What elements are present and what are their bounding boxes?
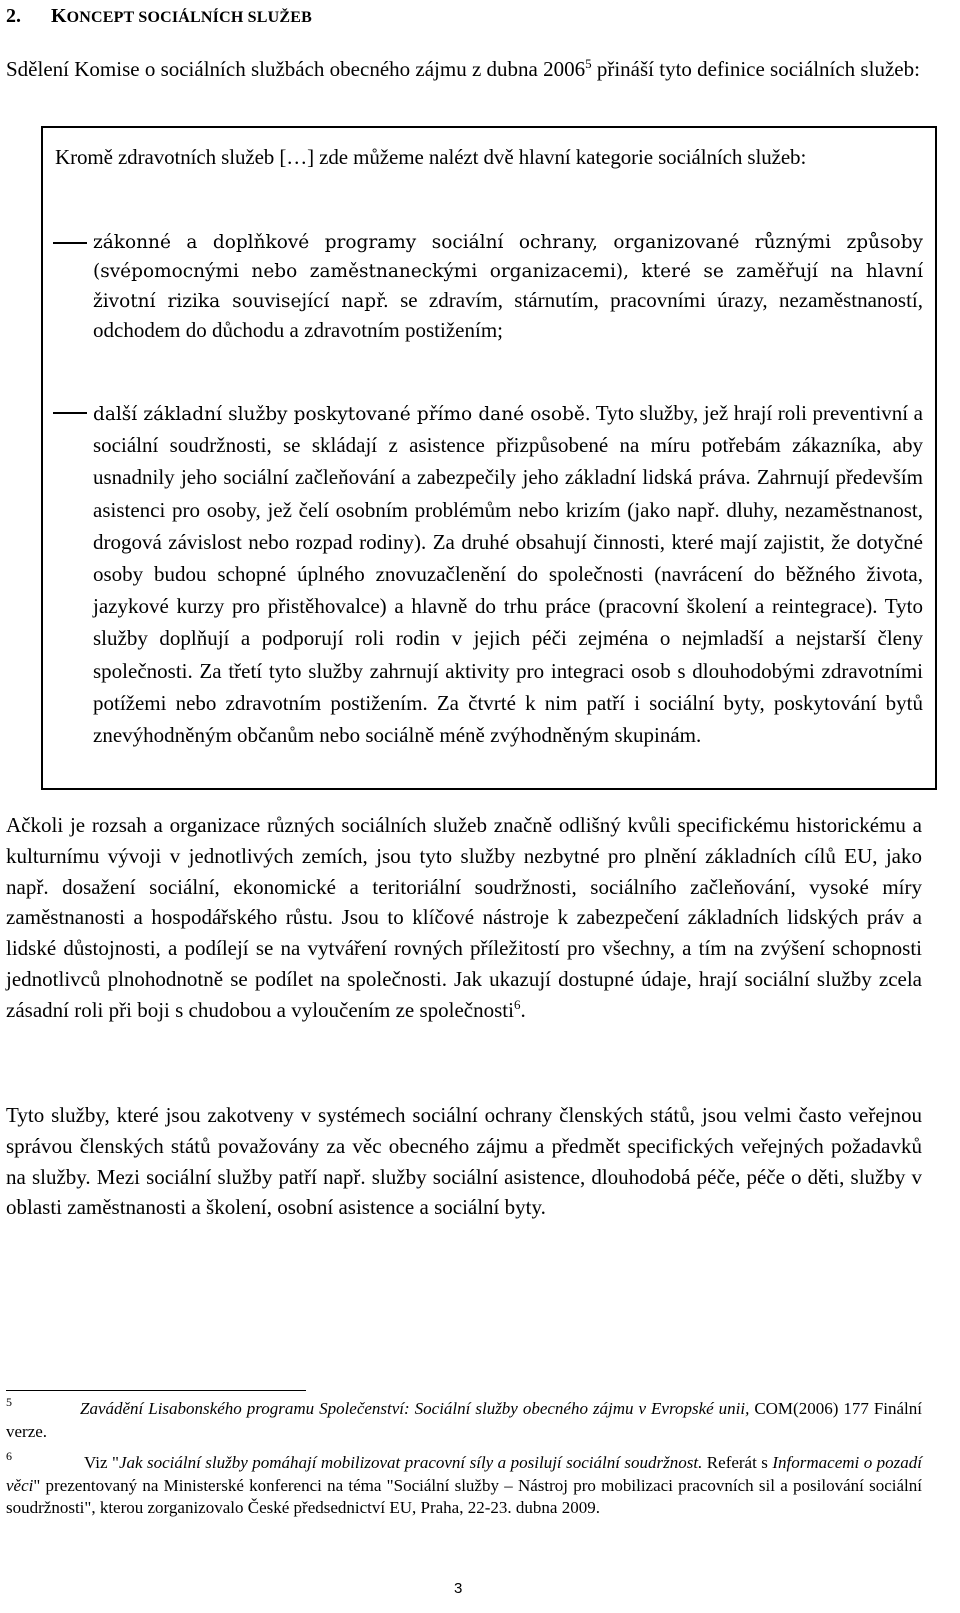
footnote-6 bbox=[6, 1449, 923, 1519]
section-title-initial: K bbox=[51, 5, 67, 27]
footnote-5-text: COM(2006) 177 Finální verze. bbox=[6, 1399, 922, 1441]
footnote-6-subtitle: Informacemi o pozadí věci bbox=[6, 1453, 923, 1495]
footnote-6-mark: 6 bbox=[6, 1449, 12, 1463]
intro-paragraph bbox=[6, 54, 936, 84]
body-paragraph-1 bbox=[6, 810, 922, 1026]
bullet-text-2 bbox=[93, 398, 923, 752]
bullet-text-2-main: další základní služby poskytované přímo dané osobě. bbox=[93, 404, 591, 425]
footnote-separator bbox=[6, 1390, 306, 1391]
footnote-6-text-b: Referát s bbox=[702, 1453, 773, 1472]
page-number: 3 bbox=[454, 1580, 463, 1597]
intro-text: Sdělení Komise o sociálních službách obecného zájmu z dubna 2006 bbox=[6, 57, 586, 81]
body-paragraph-2: Tyto služby, které jsou zakotveny v systémech sociální ochrany členských států, jsou velmi často veřejnou správou členských států považovány za věc obecného zájmu a předmět specifických veřejných požadavků na služby. Mezi sociální služby patří např. služby sociální asistence, dlouhodobá péče, péče o děti, služby v oblasti zaměstnanosti a školení, osobní asistence a sociální byty. bbox=[6, 1103, 922, 1220]
bullet-text-1-main: zákonné a doplňkové programy sociální ochrany, organizované různými způsoby (svépomocnými nebo zaměstnaneckými organizacemi), které se zaměřují na hlavní životní rizika související např. bbox=[93, 232, 923, 312]
footnote-ref-5[interactable]: 5 bbox=[585, 56, 592, 71]
quote-lead: Kromě zdravotních služeb […] zde můžeme nalézt dvě hlavní kategorie sociálních služeb: bbox=[55, 145, 807, 169]
footnote-5-title: Zavádění Lisabonského programu Společenství: Sociální služby obecného zájmu v Evropské unii, bbox=[80, 1399, 750, 1418]
section-title: ONCEPT SOCIÁLNÍCH SLUŽEB bbox=[66, 9, 313, 26]
footnote-6-title: Jak sociální služby pomáhají mobilizovat pracovní síly a posilují sociální soudržnost. bbox=[118, 1453, 703, 1472]
bullet-text-2-tail: Tyto služby, jež hrají roli preventivní a sociální soudržnosti, se skládají z asistence přizpůsobené na míru potřebám zákazníka, aby usnadnily jeho sociální začleňování a zabezpečily jeho základní lidská práva. Zahrnují především asistenci pro osoby, jež čelí osobním problémům nebo krizím (jako např. dluhy, nezaměstnanost, drogová závislost nebo rozpad rodiny). Za druhé obsahují činnosti, které mají zajistit, že dotyčné osoby budou schopné úplného znovuzačlenění do společnosti (navrácení do běžného života, jazykové kurzy pro přistěhovalce) a hlavně do trhu práce (pracovní školení a reintegrace). Tyto služby doplňují a podporují roli rodin v jejich péči zejména o nejmladší a nejstarší členy společnosti. Za třetí tyto služby zahrnují aktivity pro integraci osob s dlouhodobými zdravotními potížemi nebo zdravotním postižením. Za čtvrté k nim patří i sociální byty, poskytování bytů znevýhodněným občanům nebo sociálně méně zvýhodněným skupinám. bbox=[93, 401, 923, 748]
dash-bullet-icon bbox=[53, 412, 87, 414]
paragraph-1-text: Ačkoli je rozsah a organizace různých sociálních služeb značně odlišný kvůli specifickému historickému a kulturnímu vývoji v jednotlivých zemích, jsou tyto služby nezbytné pro plnění základních cílů EU, jako např. dosažení sociální, ekonomické a teritoriální soudržnosti, sociálního začleňování, vysoké míry zaměstnanosti a hospodářského růstu. Jsou to klíčové nástroje k zabezpečení základních lidských práv a lidské důstojnosti, a podílejí se na vytváření rovných příležitostí pro všechny, a tím na zvýšení schopnosti jednotlivců plnohodnotně se podílet na společnosti. Jak ukazují dostupné údaje, hrají sociální služby zcela zásadní roli při boji s chudobou a vyloučením ze společnosti bbox=[6, 813, 922, 1022]
quotation-box bbox=[41, 126, 937, 790]
section-number: 2. bbox=[6, 5, 21, 27]
footnote-5-mark: 5 bbox=[6, 1395, 12, 1409]
bullet-text-1 bbox=[93, 228, 923, 346]
bullet-text-1-tail: se zdravím, stárnutím, pracovními úrazy, nezaměstnaností, odchodem do důchodu a zdravotním postižením; bbox=[93, 288, 923, 342]
footnote-6-text-a: Viz " bbox=[84, 1453, 119, 1472]
section-heading bbox=[6, 2, 312, 32]
paragraph-1-end: . bbox=[520, 997, 526, 1022]
intro-text-end: přináší tyto definice sociálních služeb: bbox=[591, 57, 920, 81]
footnote-5 bbox=[6, 1395, 922, 1443]
dash-bullet-icon bbox=[53, 242, 87, 244]
footnote-6-text-c: " prezentovaný na Ministerské konferenci na téma "Sociální služby – Nástroj pro mobilizaci pracovních sil a posilování sociální soudržnosti", kterou zorganizovalo České předsednictví EU, Praha, 22-23. dubna 2009. bbox=[6, 1476, 922, 1517]
footnote-ref-6[interactable]: 6 bbox=[513, 996, 521, 1012]
